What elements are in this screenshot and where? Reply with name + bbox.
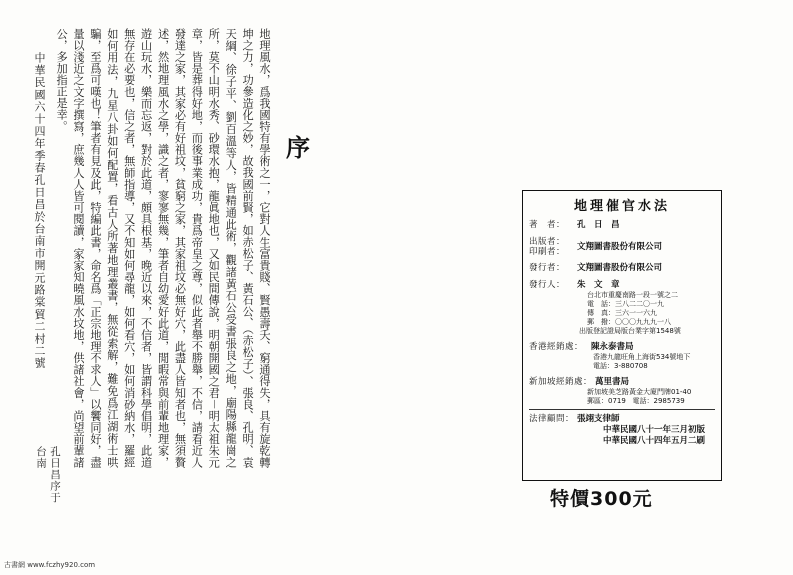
issuer-value: 朱 文 章 xyxy=(577,280,620,290)
edition-second: 中華民國八十四年五月二刷 xyxy=(603,436,706,446)
distributor-row xyxy=(529,263,715,274)
preface-signature xyxy=(34,446,62,526)
printer-label: 印刷者： xyxy=(529,247,566,257)
registration: 出版登記證局版台業字第1548號 xyxy=(579,327,681,335)
issuer-label: 發行人： xyxy=(529,280,566,290)
sg-label: 新加坡經銷處： xyxy=(529,377,593,387)
fax: 傳 真：三六一一六九 xyxy=(587,309,657,317)
sg-distributor: 萬里書局 xyxy=(595,377,630,387)
phone: 電 話：三八二二〇一九 xyxy=(587,300,664,308)
book-title: 地理催官水法 xyxy=(573,199,670,214)
hk-phone: 電話：3-880708 xyxy=(593,362,648,370)
sg-row xyxy=(529,377,715,388)
distributor-label: 發行者： xyxy=(529,263,566,273)
publisher-value: 文翔圖書股份有限公司 xyxy=(577,242,663,252)
preface-date: 中華民國六十四年季春孔日昌於台南市開元路棠貿二村二號 xyxy=(33,52,46,370)
postal-account: 郵 撥：〇〇〇九九九一八 xyxy=(587,318,671,326)
preface-body: 地理風水，爲我國特有學術之一，它對人生富貴賤、賢愚壽夭、窮通得失，具有旋乾轉坤之力，功參造化之妙，故我國前賢，如赤松子、黃石公、（赤松子）、張良、孔明、袁天綱、徐子平、劉百溫等人，皆精通此術，觀諸黃石公受書張良之地，廟陽縣龍崗之所，莫不山明水秀、砂環水抱，龍眞地也，又如民間傳說，明朝開國之君－明太祖朱元章，皆是葬得好地，而後事業成功，貴爲帝皇之尊，似此者舉不勝舉，不信，請看近人發達之家，其家必有好祖坟，貧窮之家，其家祖坟必無好穴，此盡人皆知者也，無須贅述，然地理風水之學，識之者，寥寥無幾，筆者自幼愛好此道，閒暇常與前輩地理家，遊山玩水，樂而忘返，對於此道，頗具根基，晚近以來，不信者，皆謂科學倡明，此道無存在必要也，信之者，無師指導，又不知如何尋龍，如何看穴，如何消砂納水，羅經如何用法，九星八卦如何配置，看古人所著地理叢書，無從索解，難免爲江湖術士哄騙，至爲可嘆也！筆者有見及此，特編此書，命名爲「正宗地理不求人」以饗同好，盡量以淺近之文字撰寫，庶幾人人皆可閱讀，家家知曉風水坟地，供諸社會，尚望前輩諸公，多加指正是幸。 xyxy=(55,28,271,468)
sg-postal: 郵區：0719 xyxy=(587,397,626,405)
address: 台北市重慶南路一段一號之二 xyxy=(587,291,678,299)
publisher-label: 出版者： xyxy=(529,237,566,247)
divider xyxy=(529,409,715,410)
preface-title: 序 xyxy=(286,134,310,162)
price-label: 特價300元 xyxy=(550,488,653,510)
author-value: 孔 日 昌 xyxy=(577,220,620,230)
sg-phone: 電話：2985739 xyxy=(632,397,685,405)
author-row xyxy=(529,220,715,231)
legal-row xyxy=(529,414,715,425)
hk-label: 香港經銷處： xyxy=(529,342,584,352)
issuer-row xyxy=(529,280,715,291)
sg-address: 新加坡美芝路黃金大廈門牌01-40 xyxy=(587,388,692,396)
signature-place: 台南 xyxy=(35,446,47,469)
edition-first: 中華民國八十一年三月初版 xyxy=(603,425,706,435)
signature-name: 孔日昌序于 xyxy=(49,446,61,504)
copyright-box xyxy=(522,190,722,481)
legal-label: 法律顧問： xyxy=(529,414,575,424)
distributor-value: 文翔圖書股份有限公司 xyxy=(577,263,663,273)
website-watermark: 古書網 www.fczhy920.com xyxy=(4,561,96,569)
hk-address: 香港九龍旺角上海街534號地下 xyxy=(593,353,691,361)
publisher-row xyxy=(529,237,715,257)
author-label: 著 者： xyxy=(529,220,566,230)
legal-value: 張翊支律師 xyxy=(577,414,620,424)
hk-distributor: 陳永泰書局 xyxy=(591,342,634,352)
hk-row xyxy=(529,342,715,353)
